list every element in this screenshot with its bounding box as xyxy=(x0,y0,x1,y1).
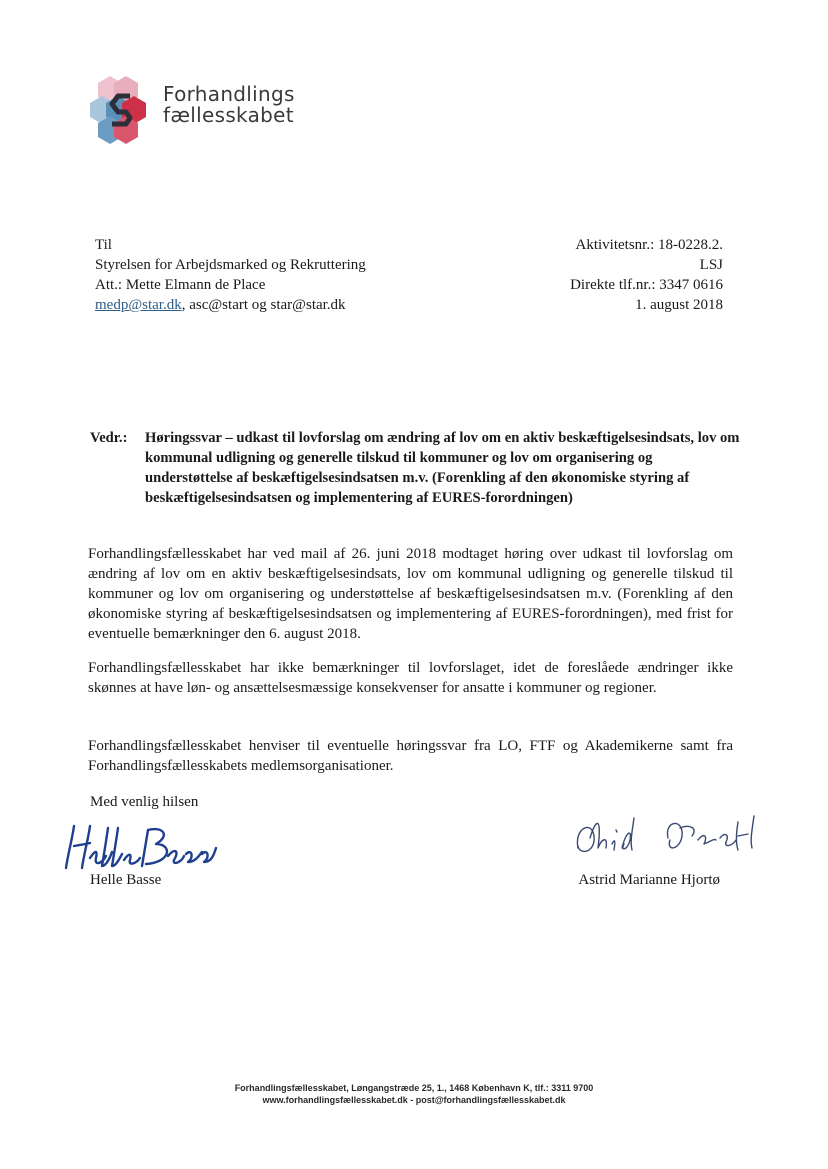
subject-block xyxy=(90,428,740,508)
subject-text: Høringssvar – udkast til lovforslag om ændring af lov om en aktiv beskæftigelsesindsats, lov om kommunal udligning og generelle tilskud til kommuner og lov om organisering og understøttelse af beskæftigelsesindsatsen m.v. (Forenkling af den økonomiske styring af beskæftigelsesindsatsen og implementering af EURES-forordningen) xyxy=(145,430,740,506)
closing-salutation: Med venlig hilsen xyxy=(90,794,199,810)
recipient-emails xyxy=(95,295,366,315)
initials: LSJ xyxy=(699,257,723,273)
signature-right-image xyxy=(568,808,788,868)
signer-right-name: Astrid Marianne Hjortø xyxy=(578,872,720,888)
recipient-org: Styrelsen for Arbejdsmarked og Rekruttering xyxy=(95,257,366,273)
company-logo xyxy=(90,74,330,152)
activity-number: Aktivitetsnr.: 18-0228.2. xyxy=(575,237,723,253)
footer-web-email: www.forhandlingsfællesskabet.dk - post@forhandlingsfællesskabet.dk xyxy=(262,1095,566,1105)
hexagon-logo-icon xyxy=(90,74,160,152)
email-rest: , asc@start og star@star.dk xyxy=(181,297,346,313)
recipient-to: Til xyxy=(95,237,112,253)
subject-label: Vedr.: xyxy=(90,430,128,446)
body-paragraph-2: Forhandlingsfællesskabet har ikke bemærkninger til lovforslaget, idet de foreslåede ændringer ikke skønnes at have løn- og ansættelsesmæssige konsekvenser for ansatte i kommuner og regioner. xyxy=(88,660,733,696)
signature-left-image xyxy=(60,818,220,878)
recipient-block xyxy=(95,235,366,315)
footer-address: Forhandlingsfællesskabet, Løngangstræde 25, 1., 1468 København K, tlf.: 3311 9700 xyxy=(234,1083,594,1093)
email-link[interactable]: medp@star.dk xyxy=(95,297,182,313)
letter-date: 1. august 2018 xyxy=(635,297,723,313)
body-paragraph-3: Forhandlingsfællesskabet henviser til eventuelle høringssvar fra LO, FTF og Akademikerne samt fra Forhandlingsfællesskabets medlemsorganisationer. xyxy=(88,738,733,774)
logo-text-line1: Forhandlings xyxy=(163,82,295,106)
body-paragraph-1: Forhandlingsfællesskabet har ved mail af 26. juni 2018 modtaget høring over udkast til lovforslag om ændring af lov om en aktiv beskæftigelsesindsats, lov om kommunal udligning og generelle tilskud til kommuner og lov om organisering og understøttelse af beskæftigelsesindsatsen m.v. (Forenkling af den økonomiske styring af beskæftigelsesindsatsen og implementering af EURES-forordningen), med frist for eventuelle bemærkninger den 6. august 2018. xyxy=(88,546,733,642)
reference-block xyxy=(570,235,723,315)
direct-phone: Direkte tlf.nr.: 3347 0616 xyxy=(570,277,723,293)
signer-left-name: Helle Basse xyxy=(90,872,162,888)
logo-text-line2: fællesskabet xyxy=(163,103,294,127)
letter-footer xyxy=(0,1082,828,1106)
recipient-att: Att.: Mette Elmann de Place xyxy=(95,277,266,293)
